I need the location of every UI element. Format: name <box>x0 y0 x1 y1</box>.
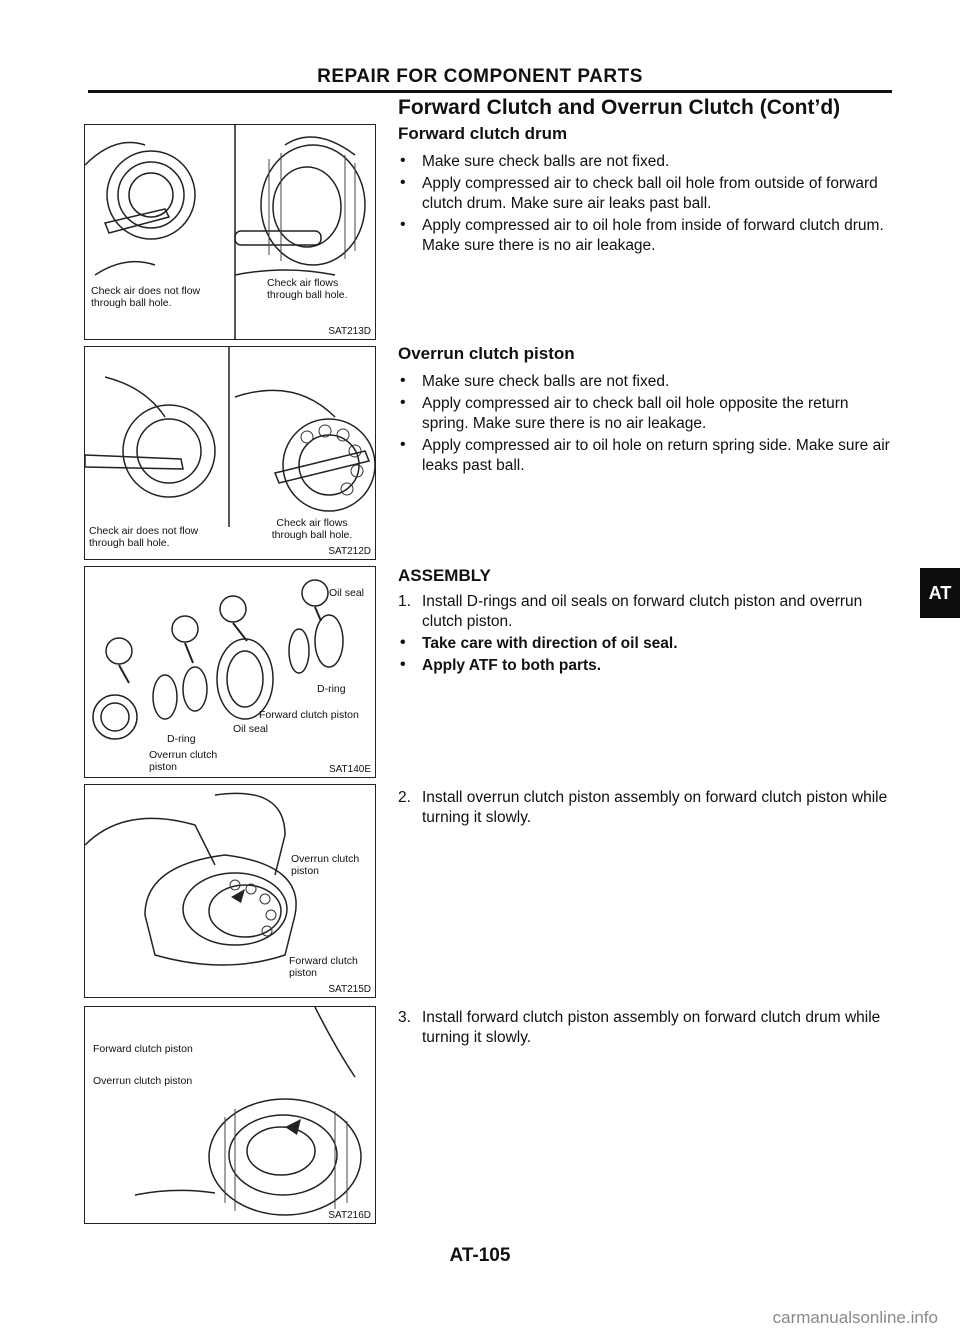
section-tab-at: AT <box>920 568 960 618</box>
forward-drum-section <box>398 124 898 258</box>
fig3-forward-piston: Forward clutch piston <box>259 709 359 721</box>
overrun-piston-section <box>398 344 898 478</box>
list-item: • Apply ATF to both parts. <box>400 656 602 674</box>
fig5-forward-label: Forward clutch piston <box>93 1043 193 1055</box>
list-item: • Apply compressed air to check ball oil hole from outside of forward clutch drum. Make sure air leaks past ball. <box>400 174 878 212</box>
fig1-code: SAT213D <box>328 326 371 337</box>
assembly-step-1: 1. Install D-rings and oil seals on forward clutch piston and overrun clutch piston. <box>398 593 863 630</box>
forward-drum-bullets <box>398 152 898 256</box>
list-item: • Make sure check balls are not fixed. <box>400 152 670 170</box>
fig3-overrun-piston: Overrun clutch piston <box>149 749 218 773</box>
fig4-overrun-label: Overrun clutch piston <box>291 853 360 877</box>
fig3-oil-seal-mid: Oil seal <box>233 723 269 735</box>
list-item: • Make sure check balls are not fixed. <box>400 372 670 390</box>
assembly-step1-bullets <box>398 634 898 676</box>
list-item: • Apply compressed air to check ball oil hole opposite the return spring. Make sure there is no air leakage. <box>400 394 849 432</box>
figure-sat140e <box>84 566 376 778</box>
section-title: Forward Clutch and Overrun Clutch (Cont’d) <box>398 96 841 119</box>
overrun-piston-bullets <box>398 372 898 476</box>
fig1-right-caption: Check air flows through ball hole. <box>267 277 348 301</box>
page-number: AT-105 <box>449 1245 511 1266</box>
forward-drum-title: Forward clutch drum <box>398 124 568 143</box>
figure-sat215d <box>84 784 376 998</box>
fig5-code: SAT216D <box>328 1210 371 1221</box>
fig3-d-ring-left: D-ring <box>167 733 196 745</box>
fig5-overrun-label: Overrun clutch piston <box>93 1075 193 1087</box>
overrun-piston-title: Overrun clutch piston <box>398 344 575 363</box>
assembly-title: ASSEMBLY <box>398 566 491 585</box>
page-header-title: REPAIR FOR COMPONENT PARTS <box>317 66 643 87</box>
step-number: 3. <box>398 1009 411 1026</box>
fig4-forward-label: Forward clutch piston <box>289 955 358 979</box>
list-item: • Take care with direction of oil seal. <box>400 634 678 652</box>
step-number: 1. <box>398 593 411 610</box>
figure-sat216d <box>84 1006 376 1224</box>
watermark: carmanualsonline.info <box>772 1308 938 1327</box>
fig4-code: SAT215D <box>328 984 371 995</box>
fig3-code: SAT140E <box>328 764 371 775</box>
fig3-d-ring-right: D-ring <box>317 683 346 695</box>
figure-sat213d <box>84 124 376 340</box>
assembly-step-3: 3. Install forward clutch piston assembly on forward clutch drum while turning it slowly. <box>398 1009 881 1046</box>
list-item: • Apply compressed air to oil hole from inside of forward clutch drum. Make sure there is no air leakage. <box>400 216 884 254</box>
list-item: • Apply compressed air to oil hole on return spring side. Make sure air leaks past ball. <box>400 436 890 474</box>
fig2-code: SAT212D <box>328 546 371 557</box>
step-number: 2. <box>398 789 411 806</box>
fig3-oil-seal-top: Oil seal <box>329 587 365 599</box>
fig2-left-caption: Check air does not flow through ball hole. <box>89 525 199 549</box>
assembly-step-2: 2. Install overrun clutch piston assembly on forward clutch piston while turning it slowly. <box>398 789 888 826</box>
fig1-left-caption: Check air does not flow through ball hole. <box>91 285 201 309</box>
figure-illustration <box>85 1007 375 1223</box>
assembly-section <box>398 566 898 678</box>
figure-sat212d <box>84 346 376 560</box>
fig2-right-caption: Check air flows through ball hole. <box>271 517 353 541</box>
header-rule <box>88 90 892 93</box>
